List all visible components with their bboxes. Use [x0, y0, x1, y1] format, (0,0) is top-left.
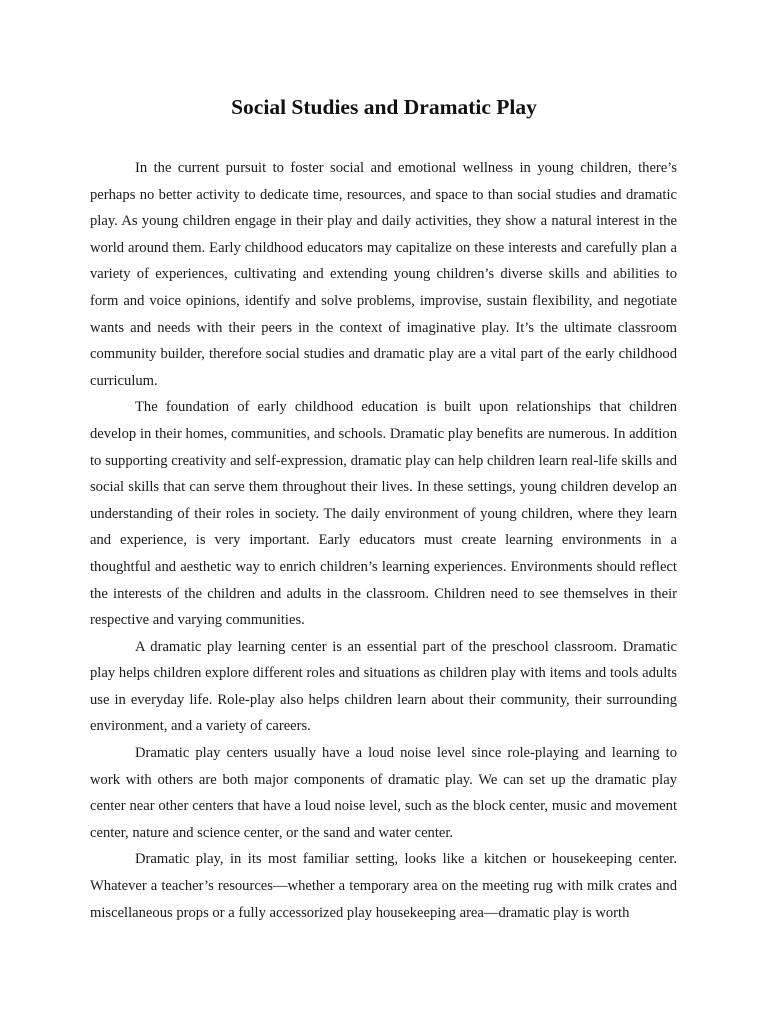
paragraph: Dramatic play, in its most familiar setting, looks like a kitchen or housekeeping center. Whatever a teacher’s resources—whether a temporary area on the meeting rug with milk crates and miscellaneous props or a fully accessorized play housekeeping area—dramatic play is worth — [90, 851, 677, 921]
paragraph: A dramatic play learning center is an essential part of the preschool classroom. Dramatic play helps children explore different roles and situations as children play with items and tools adults use in everyday life. Role-play also helps children learn about their community, their surrounding environment, and a variety of careers. — [90, 638, 677, 735]
paragraph: In the current pursuit to foster social and emotional wellness in young children, there’s perhaps no better activity to dedicate time, resources, and space to than social studies and dramatic play. As young children engage in their play and daily activities, they show a natural interest in the world around them. Early childhood educators may capitalize on these interests and carefully plan a variety of experiences, cultivating and extending young children’s diverse skills and abilities to form and voice opinions, identify and solve problems, improvise, sustain flexibility, and negotiate wants and needs with their peers in the context of imaginative play. It’s the ultimate classroom community builder, therefore social studies and dramatic play are a vital part of the early childhood curriculum. — [90, 160, 677, 389]
document-title: Social Studies and Dramatic Play — [231, 95, 537, 119]
paragraph: The foundation of early childhood education is built upon relationships that children develop in their homes, communities, and schools. Dramatic play benefits are numerous. In addition to supporting creativity and self-expression, dramatic play can help children learn real-life skills and social skills that can serve them throughout their lives. In these settings, young children develop an understanding of their roles in society. The daily environment of young children, where they learn and experience, is very important. Early educators must create learning environments in a thoughtful and aesthetic way to enrich children’s learning experiences. Environments should reflect the interests of the children and adults in the classroom. Children need to see themselves in their respective and varying communities. — [90, 399, 677, 629]
paragraph: Dramatic play centers usually have a loud noise level since role-playing and learning to work with others are both major components of dramatic play. We can set up the dramatic play center near other centers that have a loud noise level, such as the block center, music and movement center, nature and science center, or the sand and water center. — [90, 745, 677, 841]
document-body — [90, 155, 677, 926]
